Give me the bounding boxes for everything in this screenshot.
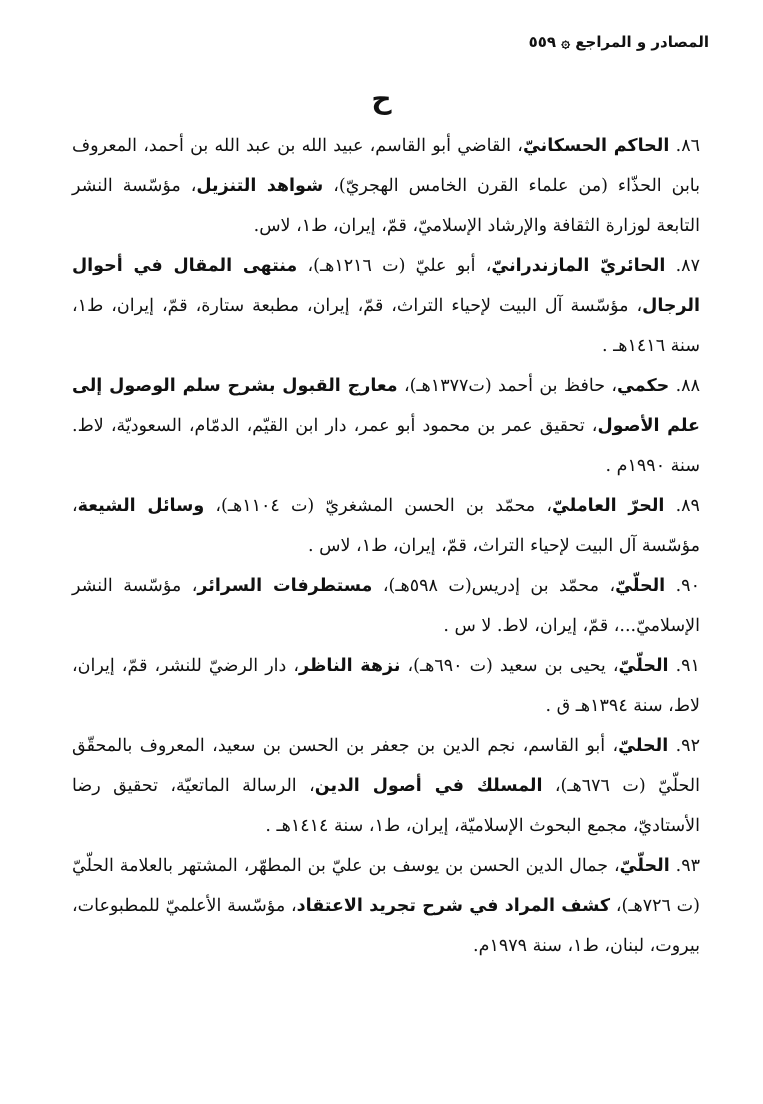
entry-publication: ، الرسالة الماتعيّة، تحقيق رضا الأستاديّ، مجمع البحوث الإسلاميّة، إيران، ط١، سنة ١٤١٤هـ . — [72, 776, 700, 836]
entry-details: ، محمّد بن الحسن المشغريّ (ت ١١٠٤هـ)، — [215, 496, 552, 516]
entry-number: ٩٠. — [675, 576, 700, 596]
entry-title: المسلك في أصول الدين — [314, 776, 543, 796]
running-header: المصادر و المراجع ۞ ٥٥٩ — [528, 33, 709, 51]
entry-author: الحاكم الحسكانيّ — [522, 136, 670, 156]
entry-number: ٨٧. — [675, 256, 700, 276]
bibliography-entry — [72, 246, 700, 366]
entry-title: وسائل الشيعة — [77, 496, 205, 516]
bibliography-entry — [72, 566, 700, 646]
bibliography-entry — [72, 126, 700, 246]
entry-publication: ، مؤسّسة آل البيت لإحياء التراث، قمّ، إيران، مطبعة ستارة، قمّ، إيران، ط١، سنة ١٤١٦هـ . — [72, 296, 700, 356]
entry-details: ، أبو القاسم، نجم الدين بن جعفر بن الحسن بن سعيد، المعروف بالمحقّق الحلّيّ (ت ٦٧٦هـ)، — [72, 736, 700, 796]
entry-details: ، جمال الدين الحسن بن يوسف بن عليّ بن المطهّر، المشتهر بالعلامة الحلّيّ (ت ٧٢٦هـ)، — [72, 856, 700, 916]
bibliography-entry — [72, 846, 700, 966]
entry-author: الحلّيّ — [615, 576, 666, 596]
entry-author: الحلّيّ — [619, 856, 670, 876]
entry-number: ٨٨. — [675, 376, 700, 396]
entry-author: الحليّ — [618, 736, 669, 756]
entry-publication: ، مؤسّسة النشر الإسلاميّ...، قمّ، إيران، لاط. لا س . — [72, 576, 700, 636]
entry-title: مستطرفات السرائر — [197, 576, 373, 596]
entry-title: نزهة الناظر — [299, 656, 401, 676]
entry-number: ٩١. — [675, 656, 700, 676]
entry-publication: ، مؤسّسة الأعلميّ للمطبوعات، بيروت، لبنان، ط١، سنة ١٩٧٩م. — [72, 896, 700, 956]
entry-author: الحرّ العامليّ — [551, 496, 665, 516]
entry-details: ، القاضي أبو القاسم، عبيد الله بن عبد الله بن أحمد، المعروف بابن الحذّاء (من علماء القرن الخامس الهجريّ)، — [72, 136, 701, 196]
entry-title: منتهى المقال في أحوال الرجال — [72, 256, 700, 316]
entry-details: ، محمّد بن إدريس(ت ٥٩٨هـ)، — [382, 576, 616, 596]
section-letter: ح — [371, 82, 392, 115]
bibliography-entry — [72, 726, 700, 846]
entry-publication: ، تحقيق عمر بن محمود أبو عمر، دار ابن القيّم، الدمّام، السعوديّة، لاط. سنة ١٩٩٠م . — [72, 416, 700, 476]
bibliography-entry — [72, 646, 700, 726]
entry-author: الحائريّ المازندرانيّ — [491, 256, 666, 276]
entry-details: ، يحيى بن سعيد (ت ٦٩٠هـ)، — [407, 656, 619, 676]
entry-title: معارج القبول بشرح سلم الوصول إلى علم الأصول — [72, 376, 700, 436]
entry-number: ٨٩. — [675, 496, 700, 516]
bibliography-entry — [72, 486, 700, 566]
entry-number: ٩٢. — [675, 736, 700, 756]
entry-author: الحلّيّ — [618, 656, 669, 676]
entry-details: ، حافظ بن أحمد (ت١٣٧٧هـ)، — [403, 376, 618, 396]
entry-details: ، أبو عليّ (ت ١٢١٦هـ)، — [307, 256, 492, 276]
entry-number: ٩٣. — [675, 856, 700, 876]
entry-author: حكمي — [617, 376, 670, 396]
entry-publication: ، مؤسّسة النشر التابعة لوزارة الثقافة والإرشاد الإسلاميّ، قمّ، إيران، ط١، لاس. — [72, 176, 700, 236]
bibliography-list — [72, 126, 700, 966]
entry-title: كشف المراد في شرح تجريد الاعتقاد — [296, 896, 611, 916]
entry-publication: ، دار الرضيّ للنشر، قمّ، إيران، لاط، سنة ١٣٩٤هـ ق . — [72, 656, 700, 716]
entry-title: شواهد التنزيل — [196, 176, 324, 196]
bibliography-entry — [72, 366, 700, 486]
entry-number: ٨٦. — [675, 136, 700, 156]
entry-publication: ، مؤسّسة آل البيت لإحياء التراث، قمّ، إيران، ط١، لاس . — [72, 496, 700, 556]
